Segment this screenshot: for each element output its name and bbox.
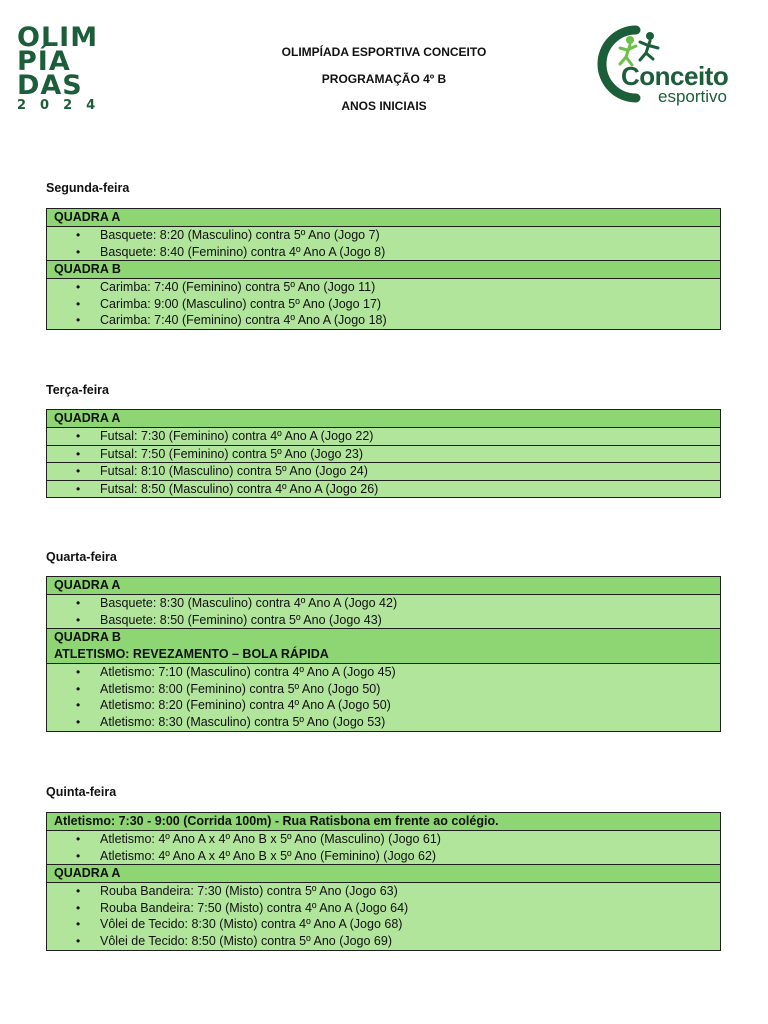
section-header: QUADRA B xyxy=(47,261,720,279)
list-item: • Basquete: 8:50 (Feminino) contra 5º Ano (Jogo 43) xyxy=(47,612,720,629)
day-label-tuesday: Terça-feira xyxy=(46,383,109,397)
list-item: • Carimba: 9:00 (Masculino) contra 5º Ano (Jogo 17) xyxy=(47,296,720,313)
header-level: ANOS INICIAIS xyxy=(341,99,427,113)
section-items xyxy=(47,227,720,261)
list-item: • Futsal: 8:10 (Masculino) contra 5º Ano (Jogo 24) xyxy=(47,463,720,481)
brand-name: Conceito xyxy=(621,61,729,91)
logo-year: 2024 xyxy=(17,98,110,113)
list-item: • Basquete: 8:30 (Masculino) contra 4º Ano A (Jogo 42) xyxy=(47,595,720,612)
document-header xyxy=(230,44,538,125)
section-header xyxy=(47,629,720,664)
list-item: • Futsal: 7:30 (Feminino) contra 4º Ano A (Jogo 22) xyxy=(47,428,720,446)
list-item: • Futsal: 8:50 (Masculino) contra 4º Ano A (Jogo 26) xyxy=(47,481,720,498)
olimpiadas-logo xyxy=(17,22,149,114)
section-header: QUADRA A xyxy=(47,209,720,227)
list-item: • Carimba: 7:40 (Feminino) contra 4º Ano A (Jogo 18) xyxy=(47,312,720,329)
section-items xyxy=(47,428,720,497)
list-item: • Rouba Bandeira: 7:50 (Misto) contra 4º Ano A (Jogo 64) xyxy=(47,900,720,917)
list-item: • Atletismo: 7:10 (Masculino) contra 4º Ano A (Jogo 45) xyxy=(47,664,720,681)
list-item: • Futsal: 7:50 (Feminino) contra 5º Ano (Jogo 23) xyxy=(47,446,720,464)
schedule-table-tuesday xyxy=(46,409,721,498)
section-header: QUADRA A xyxy=(47,577,720,595)
section-items xyxy=(47,279,720,329)
list-item: • Basquete: 8:20 (Masculino) contra 5º Ano (Jogo 7) xyxy=(47,227,720,244)
day-label-monday: Segunda-feira xyxy=(46,181,130,195)
list-item: • Basquete: 8:40 (Feminino) contra 4º Ano A (Jogo 8) xyxy=(47,244,720,261)
conceito-esportivo-logo xyxy=(596,24,742,110)
schedule-table-wednesday xyxy=(46,576,721,732)
day-label-wednesday: Quarta-feira xyxy=(46,550,117,564)
section-items xyxy=(47,595,720,629)
logo-line-2: PÍA xyxy=(17,46,71,77)
list-item: • Rouba Bandeira: 7:30 (Misto) contra 5º Ano (Jogo 63) xyxy=(47,883,720,900)
logo-line-1: OLIM xyxy=(17,22,99,53)
list-item: • Atletismo: 8:00 (Feminino) contra 5º Ano (Jogo 50) xyxy=(47,681,720,698)
brand-tagline: esportivo xyxy=(658,87,727,106)
day-label-thursday: Quinta-feira xyxy=(46,785,117,799)
list-item: • Vôlei de Tecido: 8:50 (Misto) contra 5º Ano (Jogo 69) xyxy=(47,933,720,950)
logo-line-3: DAS xyxy=(17,70,83,101)
section-items xyxy=(47,831,720,865)
header-title: OLIMPÍADA ESPORTIVA CONCEITO xyxy=(281,45,487,59)
section-items xyxy=(47,664,720,730)
section-header: QUADRA A xyxy=(47,410,720,428)
list-item: • Vôlei de Tecido: 8:30 (Misto) contra 4º Ano A (Jogo 68) xyxy=(47,916,720,933)
schedule-table-monday xyxy=(46,208,721,330)
section-items xyxy=(47,883,720,949)
list-item: • Atletismo: 8:30 (Masculino) contra 5º Ano (Jogo 53) xyxy=(47,714,720,731)
list-item: • Atletismo: 8:20 (Feminino) contra 4º Ano A (Jogo 50) xyxy=(47,697,720,714)
list-item: • Atletismo: 4º Ano A x 4º Ano B x 5º Ano (Masculino) (Jogo 61) xyxy=(47,831,720,848)
schedule-table-thursday xyxy=(46,812,721,951)
header-class: PROGRAMAÇÃO 4º B xyxy=(321,72,447,86)
section-header: Atletismo: 7:30 - 9:00 (Corrida 100m) - Rua Ratisbona em frente ao colégio. xyxy=(47,813,720,831)
section-subtitle: ATLETISMO: REVEZAMENTO – BOLA RÁPIDA xyxy=(54,647,329,662)
list-item: • Atletismo: 4º Ano A x 4º Ano B x 5º Ano (Feminino) (Jogo 62) xyxy=(47,848,720,865)
section-title: QUADRA B xyxy=(54,630,121,645)
list-item: • Carimba: 7:40 (Feminino) contra 5º Ano (Jogo 11) xyxy=(47,279,720,296)
section-header: QUADRA A xyxy=(47,865,720,883)
